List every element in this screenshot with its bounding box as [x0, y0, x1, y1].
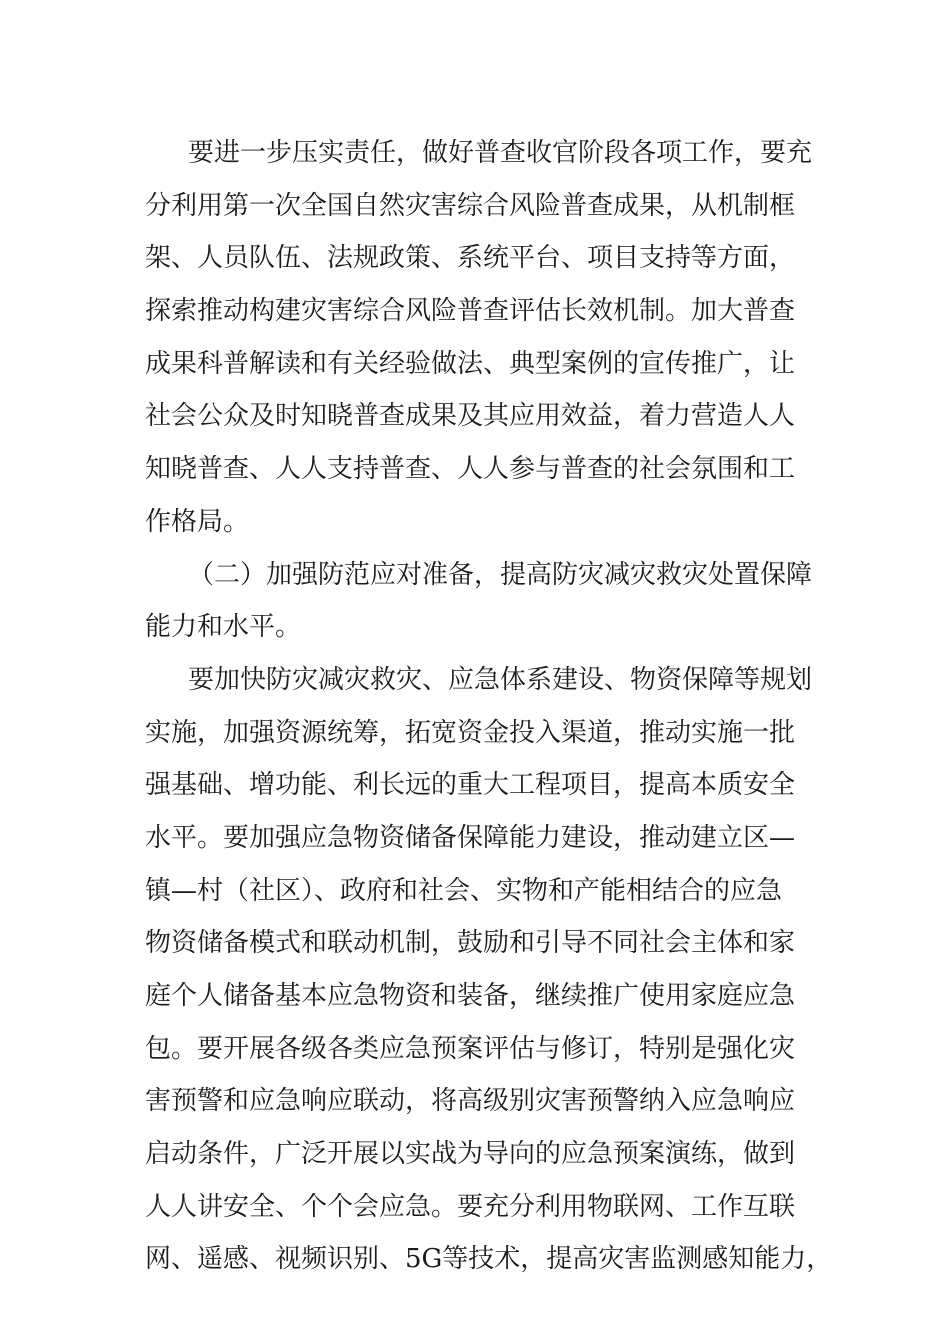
paragraph-line: 镇—村（社区）、政府和社会、实物和产能相结合的应急: [145, 875, 783, 906]
paragraph-line: 社会公众及时知晓普查成果及其应用效益，着力营造人人: [145, 401, 796, 432]
paragraph-line: 害预警和应急响应联动，将高级别灾害预警纳入应急响应: [145, 1086, 796, 1117]
paragraph-line: 要进一步压实责任，做好普查收官阶段各项工作，要充: [188, 138, 813, 168]
paragraph-line: 实施，加强资源统筹，拓宽资金投入渠道，推动实施一批: [145, 717, 796, 748]
paragraph-line: 水平。要加强应急物资储备保障能力建设，推动建立区—: [145, 822, 796, 853]
section-heading-line: （二）加强防范应对准备，提高防灾减灾救灾处置保障: [188, 559, 813, 590]
paragraph-line: 知晓普查、人人支持普查、人人参与普查的社会氛围和工: [145, 454, 796, 485]
paragraph-line: 启动条件，广泛开展以实战为导向的应急预案演练，做到: [145, 1139, 796, 1170]
paragraph-line: 探索推动构建灾害综合风险普查评估长效机制。加大普查: [145, 296, 796, 327]
paragraph-line: 要加快防灾减灾救灾、应急体系建设、物资保障等规划: [188, 664, 813, 695]
paragraph-line: 包。要开展各级各类应急预案评估与修订，特别是强化灾: [145, 1033, 796, 1064]
paragraph-line: 作格局。: [145, 506, 250, 537]
section-heading-line: 能力和水平。: [145, 612, 302, 643]
paragraph-line: 物资储备模式和联动机制，鼓励和引导不同社会主体和家: [145, 928, 796, 959]
paragraph-line: 分利用第一次全国自然灾害综合风险普查成果，从机制框: [145, 190, 796, 221]
paragraph-line: 成果科普解读和有关经验做法、典型案例的宣传推广，让: [145, 348, 796, 379]
paragraph-line: 架、人员队伍、法规政策、系统平台、项目支持等方面，: [145, 243, 796, 274]
body-text: [145, 127, 833, 1286]
paragraph-line: 人人讲安全、个个会应急。要充分利用物联网、工作互联: [145, 1191, 796, 1222]
paragraph-line: 强基础、增功能、利长远的重大工程项目，提高本质安全: [145, 770, 796, 801]
paragraph-line: 网、遥感、视频识别、5G等技术，提高灾害监测感知能力，: [145, 1244, 833, 1275]
paragraph-line: 庭个人储备基本应急物资和装备，继续推广使用家庭应急: [145, 981, 796, 1011]
